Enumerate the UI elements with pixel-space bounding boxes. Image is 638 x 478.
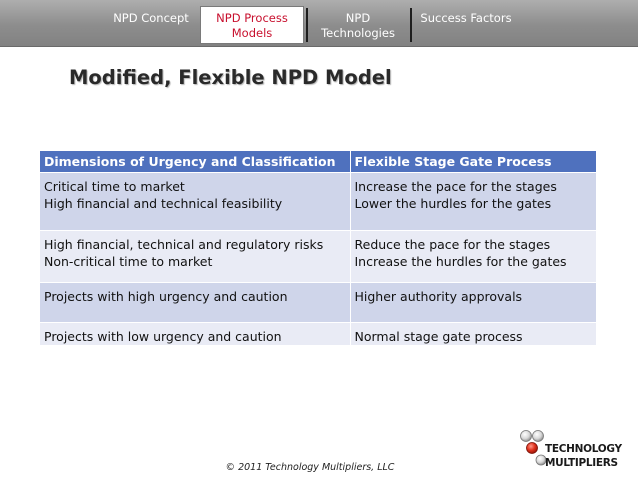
tab-npd-process-models[interactable]: [200, 6, 304, 44]
column-header-process: Flexible Stage Gate Process: [350, 151, 596, 173]
cell-line: High financial and technical feasibility: [44, 196, 283, 211]
tab-npd-technologies[interactable]: [306, 0, 410, 44]
table-row: [40, 283, 596, 323]
cell-line: Projects with high urgency and caution: [44, 289, 288, 304]
logo-text-line2: MULTIPLIERS: [545, 457, 618, 469]
cell-line: Normal stage gate process: [354, 329, 523, 344]
tab-label: Success Factors: [420, 11, 512, 25]
column-header-dimensions: Dimensions of Urgency and Classification: [40, 151, 350, 173]
tab-label-line2: Technologies: [321, 26, 395, 40]
table-row: [40, 231, 596, 283]
tab-label: NPD Concept: [113, 11, 189, 25]
npd-model-table: [40, 151, 597, 345]
company-logo: [519, 428, 629, 470]
top-navigation-bar: [0, 0, 638, 47]
cell-line: High financial, technical and regulatory risks: [44, 237, 324, 252]
cell-line: Increase the pace for the stages: [354, 179, 557, 194]
table-cell-dimension: [40, 173, 350, 231]
cell-line: Increase the hurdles for the gates: [354, 254, 567, 269]
cell-line: Lower the hurdles for the gates: [354, 196, 552, 211]
table-cell-dimension: [40, 283, 350, 323]
tab-success-factors[interactable]: [412, 0, 520, 44]
table-header-row: [40, 151, 596, 173]
copyright-footer: © 2011 Technology Multipliers, LLC: [225, 462, 395, 473]
table-row: [40, 173, 596, 231]
cell-line: Non-critical time to market: [44, 254, 213, 269]
table-row: [40, 323, 596, 346]
cell-line: Critical time to market: [44, 179, 185, 194]
table-cell-process: [350, 173, 596, 231]
table-cell-dimension: [40, 231, 350, 283]
tab-npd-concept[interactable]: [104, 0, 198, 44]
cell-line: Reduce the pace for the stages: [354, 237, 551, 252]
table-cell-dimension: [40, 323, 350, 346]
logo-text-line1: TECHNOLOGY: [545, 443, 622, 455]
table-cell-process: [350, 231, 596, 283]
tab-label-line1: NPD Process: [216, 11, 288, 25]
tab-label-line1: NPD: [345, 11, 371, 25]
table-cell-process: [350, 323, 596, 346]
table-cell-process: [350, 283, 596, 323]
tab-label-line2: Models: [231, 26, 273, 40]
page-title: Modified, Flexible NPD Model: [69, 66, 392, 89]
cell-line: Higher authority approvals: [354, 289, 523, 304]
cell-line: Projects with low urgency and caution: [44, 329, 282, 344]
